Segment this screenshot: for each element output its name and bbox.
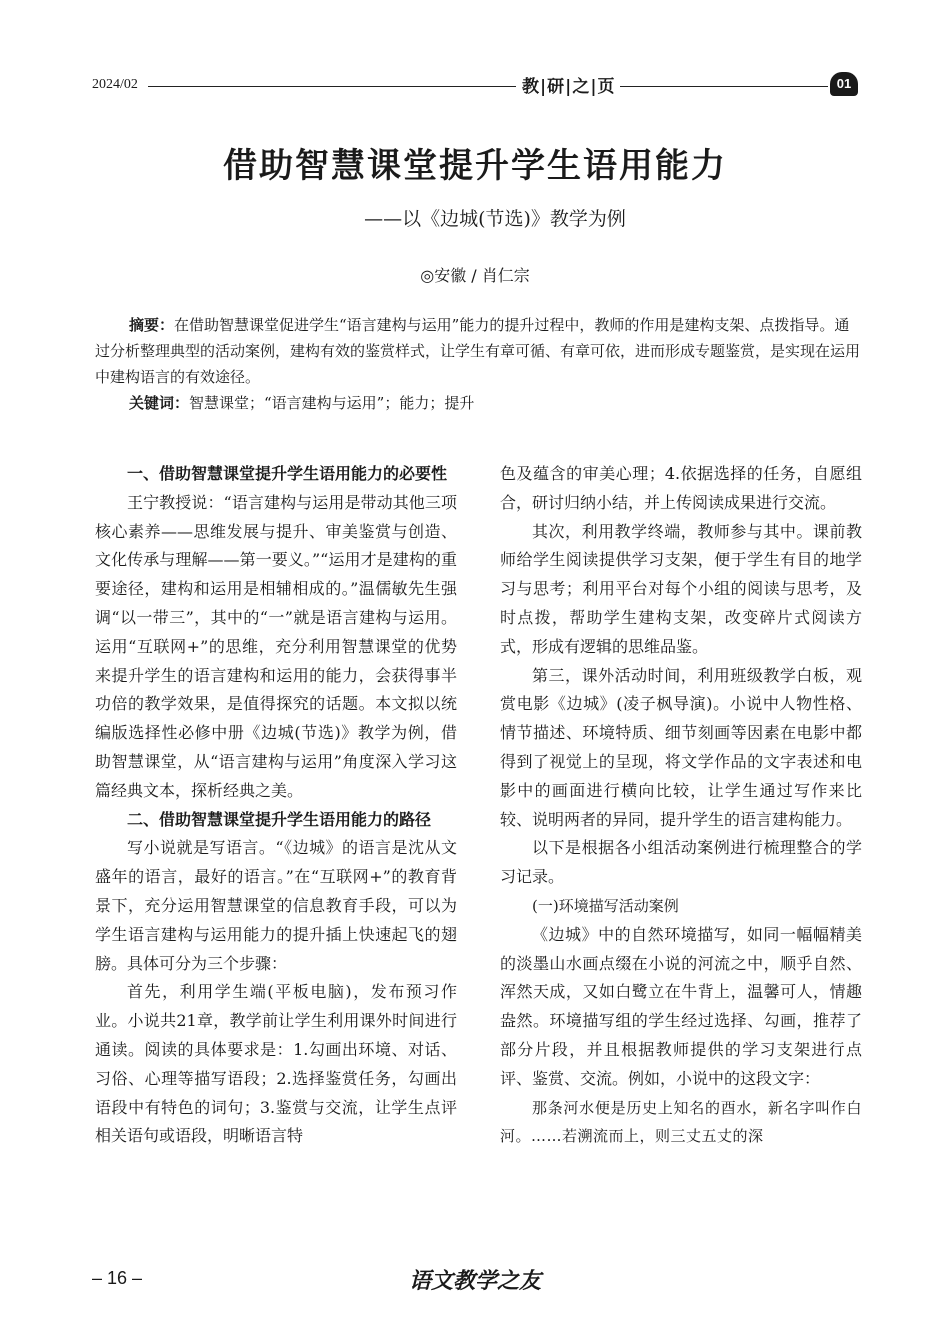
subsection-heading: (一)环境描写活动案例	[532, 896, 679, 915]
author-line: ◎安徽 / 肖仁宗	[420, 266, 530, 285]
abstract-paragraph	[95, 312, 860, 390]
body-paragraph: 首先，利用学生端(平板电脑)，发布预习作业。小说共21章，教学前让学生利用课外时间进行通读。阅读的具体要求是：1.勾画出环境、对话、习俗、心理等描写语段；2.选择鉴赏任务，勾画出语段中有特色的词句；3.鉴赏与交流，让学生点评相关语句或语段，明晰语言特	[95, 982, 457, 1146]
body-paragraph: 《边城》中的自然环境描写，如同一幅幅精美的淡墨山水画点缀在小说的河流之中，顺乎自然、浑然天成，又如白鹭立在牛背上，温馨可人，情趣盎然。环境描写组的学生经过选择、勾画，推荐了部分片段，并且根据教师提供的学习支架进行点评、鉴赏、交流。例如，小说中的这段文字：	[500, 924, 862, 1088]
journal-logo-icon: 01	[830, 72, 858, 96]
left-column	[95, 460, 457, 1151]
section-heading-1: 一、借助智慧课堂提升学生语用能力的必要性	[127, 464, 448, 483]
keywords-label: 关键词：	[129, 394, 190, 412]
body-paragraph: 第三，课外活动时间，利用班级教学白板，观赏电影《边城》(凌子枫导演)。小说中人物性格、情节描述、环境特质、细节刻画等因素在电影中都得到了视觉上的呈现，将文学作品的文字表述和电影中的画面进行横向比较，让学生通过写作来比较、说明两者的异同，提升学生的语言建构能力。	[500, 665, 862, 829]
right-column	[500, 460, 862, 1151]
body-paragraph: 色及蕴含的审美心理；4.依据选择的任务，自愿组合，研讨归纳小结，并上传阅读成果进行交流。	[500, 464, 862, 512]
section-heading-2: 二、借助智慧课堂提升学生语用能力的路径	[127, 809, 432, 829]
body-paragraph: 写小说就是写语言。“《边城》的语言是沈从文盛年的语言，最好的语言。”在“互联网+”的教育背景下，充分运用智慧课堂的信息教育手段，可以为学生语言建构与运用能力的提升插上快速起飞的翅膀。具体可分为三个步骤：	[95, 838, 457, 973]
issue-date: 2024/02	[92, 77, 138, 92]
header-rule-left	[148, 86, 516, 87]
body-paragraph: 以下是根据各小组活动案例进行梳理整合的学习记录。	[500, 838, 862, 887]
header-rule-right	[620, 86, 828, 87]
keywords-paragraph	[95, 390, 860, 416]
body-paragraph: 其次，利用教学终端，教师参与其中。课前教师给学生阅读提供学习支架，便于学生有目的地学习与思考；利用平台对每个小组的阅读与思考，及时点拨，帮助学生建构支架，改变碎片式阅读方式，形成有逻辑的思维品鉴。	[500, 521, 862, 656]
quoted-passage: 那条河水便是历史上知名的酉水，新名字叫作白河。……若溯流而上，则三丈五丈的深	[500, 1098, 862, 1146]
abstract-label: 摘要：	[129, 316, 175, 334]
article-title: 借助智慧课堂提升学生语用能力	[223, 146, 727, 186]
abstract-text: 在借助智慧课堂促进学生“语言建构与运用”能力的提升过程中，教师的作用是建构支架、点拨指导。通过分析整理典型的活动案例，建构有效的鉴赏样式，让学生有章可循、有章可依，进而形成专题鉴赏，是实现在运用中建构语言的有效途径。	[95, 316, 861, 386]
article-subtitle: ——以《边城(节选)》教学为例	[364, 208, 626, 230]
section-name: 教|研|之|页	[522, 77, 616, 97]
keywords-text: 智慧课堂；“语言建构与运用”；能力；提升	[189, 394, 475, 412]
body-paragraph: 王宁教授说：“语言建构与运用是带动其他三项核心素养——思维发展与提升、审美鉴赏与创造、文化传承与理解——第一要义。”“运用才是建构的重要途径，建构和运用是相辅相成的。”温儒敏先生强调“以一带三”，其中的“一”就是语言建构与运用。运用“互联网+”的思维，充分利用智慧课堂的优势来提升学生的语言建构和运用的能力，会获得事半功倍的教学效果，是值得探究的话题。本文拟以统编版选择性必修中册《边城(节选)》教学为例，借助智慧课堂，从“语言建构与运用”角度深入学习这篇经典文本，探析经典之美。	[95, 492, 457, 800]
abstract-block	[95, 312, 860, 416]
journal-name: 语文教学之友	[408, 1268, 541, 1294]
running-header	[92, 72, 862, 102]
page-number: – 16 –	[92, 1268, 143, 1288]
